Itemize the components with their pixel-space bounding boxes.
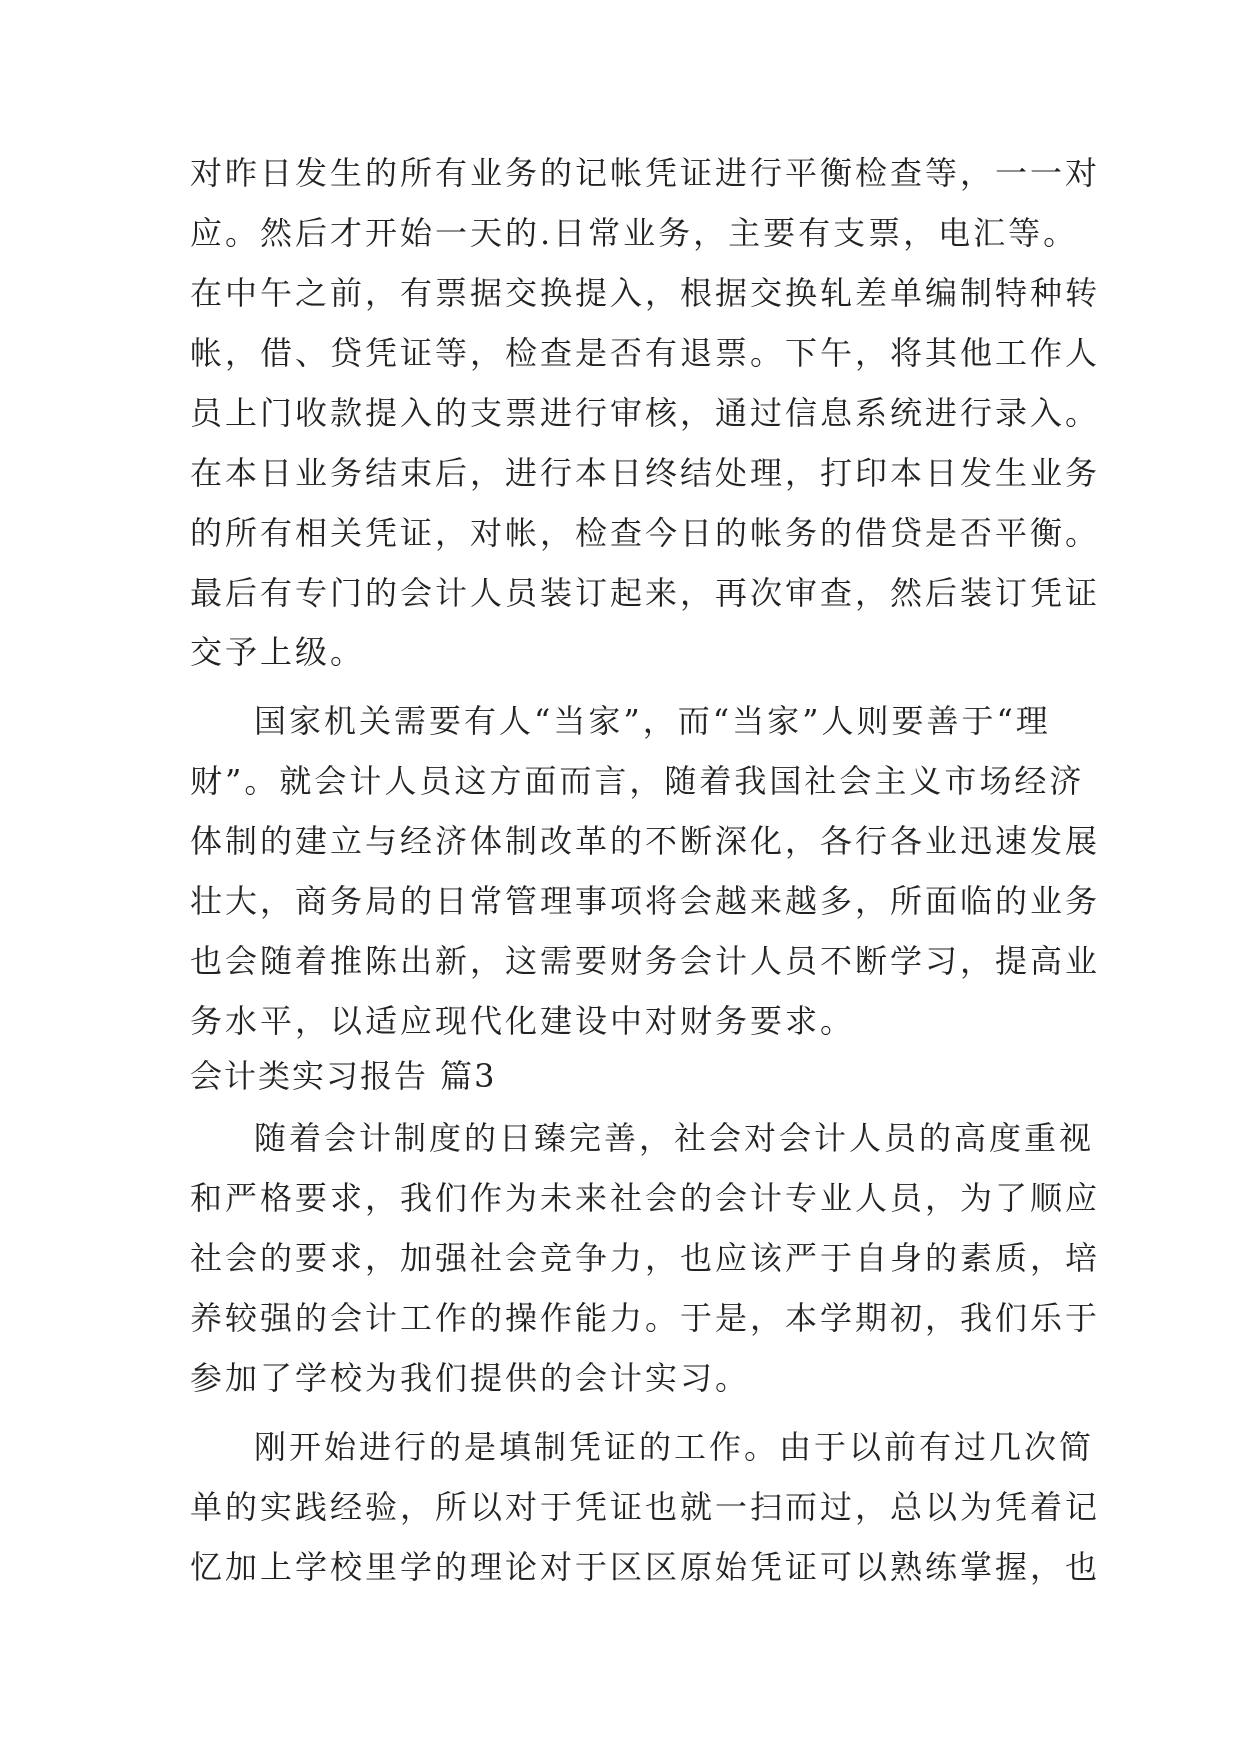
paragraph-line: 财”。就会计人员这方面而言，随着我国社会主义市场经济 — [190, 762, 1085, 800]
paragraph-line: 应。然后才开始一天的.日常业务，主要有支票，电汇等。 — [190, 214, 1079, 252]
paragraph-line: 刚开始进行的是填制凭证的工作。由于以前有过几次简 — [254, 1428, 1095, 1466]
paragraph-line: 对昨日发生的所有业务的记帐凭证进行平衡检查等，一一对 — [190, 154, 1101, 192]
paragraph-line: 养较强的会计工作的操作能力。于是，本学期初，我们乐于 — [190, 1299, 1101, 1337]
paragraph-line: 交予上级。 — [190, 633, 366, 671]
paragraph-line: 单的实践经验，所以对于凭证也就一扫而过，总以为凭着记 — [190, 1488, 1101, 1526]
paragraph-line: 帐，借、贷凭证等，检查是否有退票。下午，将其他工作人 — [190, 334, 1101, 372]
paragraph-line: 和严格要求，我们作为未来社会的会计专业人员，为了顺应 — [190, 1179, 1101, 1217]
paragraph-line: 壮大，商务局的日常管理事项将会越来越多，所面临的业务 — [190, 882, 1101, 920]
section-heading: 会计类实习报告 篇3 — [190, 1057, 497, 1095]
paragraph-line: 忆加上学校里学的理论对于区区原始凭证可以熟练掌握，也 — [190, 1548, 1101, 1586]
paragraph-line: 体制的建立与经济体制改革的不断深化，各行各业迅速发展 — [190, 822, 1101, 860]
paragraph-line: 国家机关需要有人“当家”，而“当家”人则要善于“理 — [254, 702, 1051, 740]
paragraph-line: 参加了学校为我们提供的会计实习。 — [190, 1359, 751, 1397]
paragraph-line: 社会的要求，加强社会竞争力，也应该严于自身的素质，培 — [190, 1239, 1101, 1277]
paragraph-line: 也会随着推陈出新，这需要财务会计人员不断学习，提高业 — [190, 942, 1101, 980]
paragraph-line: 的所有相关凭证，对帐，检查今日的帐务的借贷是否平衡。 — [190, 514, 1101, 552]
paragraph-line: 员上门收款提入的支票进行审核，通过信息系统进行录入。 — [190, 394, 1101, 432]
paragraph-line: 在本日业务结束后，进行本日终结处理，打印本日发生业务 — [190, 454, 1101, 492]
paragraph-line: 务水平，以适应现代化建设中对财务要求。 — [190, 1002, 856, 1040]
paragraph-line: 随着会计制度的日臻完善，社会对会计人员的高度重视 — [254, 1119, 1095, 1157]
paragraph-line: 在中午之前，有票据交换提入，根据交换轧差单编制特种转 — [190, 274, 1101, 312]
paragraph-line: 最后有专门的会计人员装订起来，再次审查，然后装订凭证 — [190, 574, 1101, 612]
